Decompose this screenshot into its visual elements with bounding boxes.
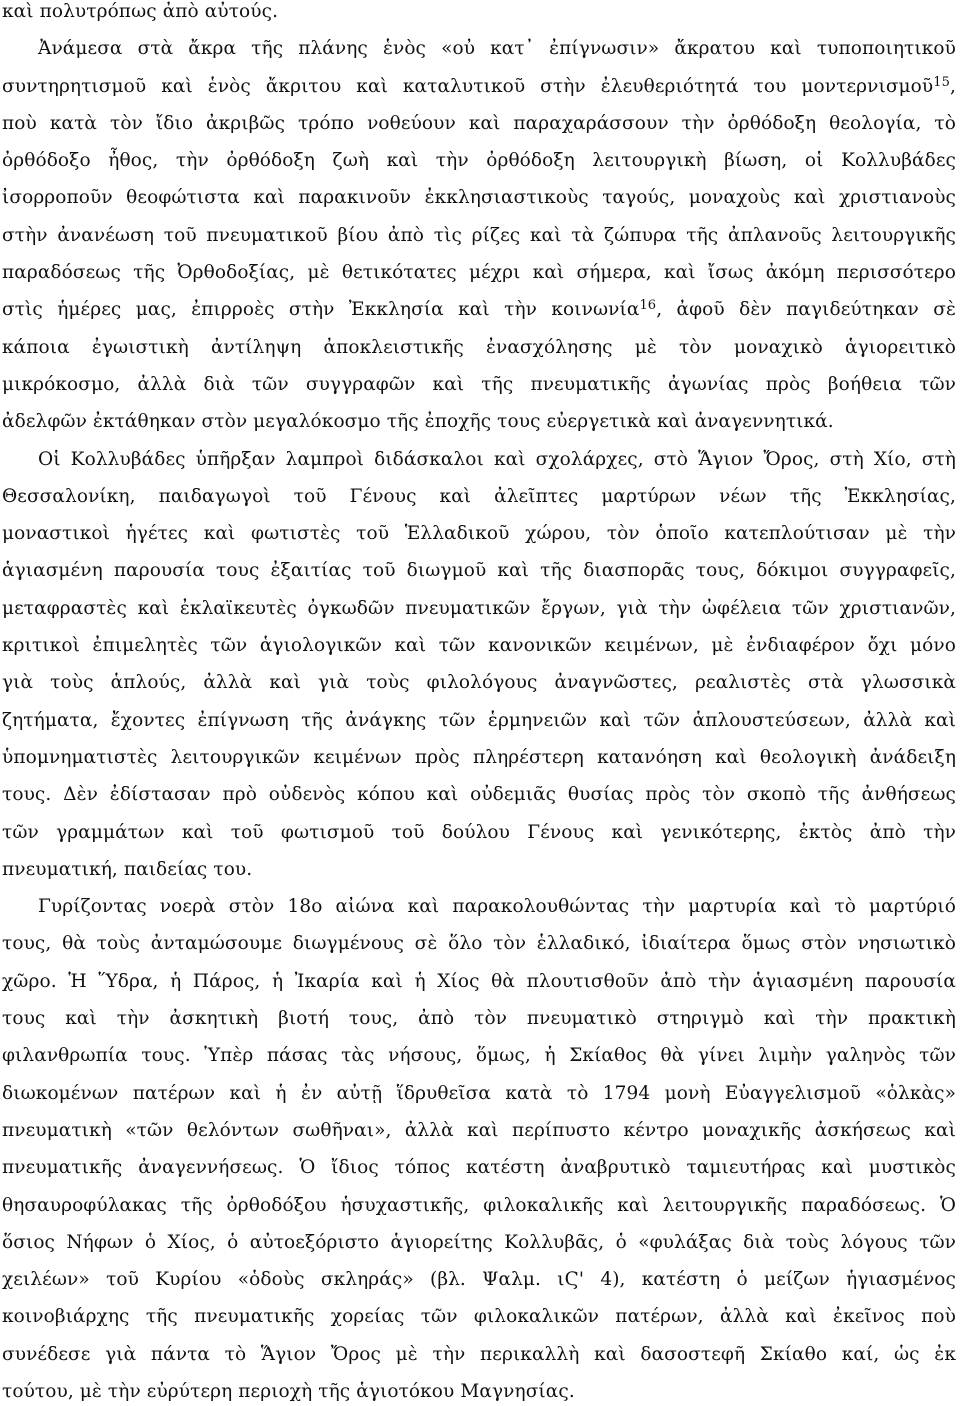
- text-line: τούτου, μὲ τὴν εὐρύτερη περιοχὴ τῆς ἁγιοτόκου Μαγνησίας.: [2, 1381, 575, 1402]
- text-line: συντηρητισμοῦ καὶ ἑνὸς ἄκριτου καὶ καταλυτικοῦ στὴν ἐλευθεριότητά του μοντερνισμοῦ$^{15}$,: [2, 75, 956, 97]
- text-line: πνευματικῆς ἀναγεννήσεως. Ὁ ἴδιος τόπος κατέστη ἀναβρυτικὸ ταμιευτήρας καὶ μυστικὸς: [2, 1157, 956, 1178]
- text-line: [2, 298, 956, 322]
- text-line: φιλανθρωπία τους. Ὑπὲρ πάσας τὰς νήσους, ὅμως, ἡ Σκίαθος θὰ γίνει λιμὴν γαληνὸς τῶν: [2, 1045, 956, 1066]
- text-line: Γυρίζοντας νοερὰ στὸν 18ο αἰώνα καὶ παρακολουθώντας τὴν μαρτυρία καὶ τὸ μαρτύριό: [38, 896, 956, 917]
- text-line: διωκομένων πατέρων καὶ ἡ ἐν αὐτῇ ἵδρυθεῖσα κατὰ τὸ 1794 μονὴ Εὐαγγελισμοῦ «ὁλκὰς»: [2, 1083, 956, 1104]
- text-line: ὀρθόδοξο ἦθος, τὴν ὀρθόδοξη ζωὴ καὶ τὴν ὀρθόδοξη λειτουργικὴ βίωση, οἱ Κολλυβάδες: [2, 150, 956, 171]
- footnote-ref: 15: [933, 75, 951, 90]
- text-line: ἀδελφῶν ἐκτάθηκαν στὸν μεγαλόκοσμο τῆς ἐποχῆς τους εὐεργετικὰ καὶ ἀναγεννητικά.: [2, 411, 834, 432]
- text-line: ζητήματα, ἔχοντες ἐπίγνωση τῆς ἀνάγκης τῶν ἑρμηνειῶν καὶ τῶν ἁπλουστεύσεων, ἀλλὰ καὶ: [2, 710, 956, 731]
- text-line: παραδόσεως τῆς Ὀρθοδοξίας, μὲ θετικότατες μέχρι καὶ σήμερα, καὶ ἴσως ἀκόμη περισσότερο: [2, 262, 956, 283]
- text-line: πνευματική, παιδείας του.: [2, 859, 253, 880]
- text-line: Οἱ Κολλυβάδες ὑπῆρξαν λαμπροὶ διδάσκαλοι καὶ σχολάρχες, στὸ Ἅγιον Ὄρος, στὴ Χίο, στὴ: [38, 449, 956, 470]
- text-line: τους, θὰ τοὺς ἀνταμώσουμε διωγμένους σὲ ὅλο τὸν ἑλλαδικό, ἰδιαίτερα ὅμως στὸν νησιωτικὸ: [2, 933, 956, 954]
- text-span: στὶς ἡμέρες μας, ἐπιρροὲς στὴν Ἐκκλησία καὶ τὴν κοινωνία: [2, 299, 640, 320]
- text-line: ὑπομνηματιστὲς λειτουργικῶν κειμένων πρὸς πληρέστερη κατανόηση καὶ θεολογικὴ ἀνάδειξη: [2, 747, 956, 768]
- text-line: κριτικοὶ ἐπιμελητὲς τῶν ἁγιολογικῶν καὶ τῶν κανονικῶν κειμένων, μὲ ἐνδιαφέρον ὄχι μόνο: [2, 635, 956, 656]
- text-line: χειλέων» τοῦ Κυρίου «ὁδοὺς σκληράς» (βλ. Ψαλμ. ιϚ' 4), κατέστη ὁ μείζων ἡγιασμένος: [2, 1269, 956, 1290]
- text-line: καὶ πολυτρόπως ἀπὸ αὐτούς.: [2, 1, 279, 22]
- text-line: ἁγιασμένη παρουσία τους ἐξαιτίας τοῦ διωγμοῦ καὶ τῆς διασπορᾶς τους, δόκιμοι συγγραφεῖς,: [2, 560, 956, 581]
- text-line: συνέδεσε γιὰ πάντα τὸ Ἅγιον Ὄρος μὲ τὴν περικαλλὴ καὶ δασοστεφῆ Σκίαθο καί, ὡς ἐκ: [2, 1344, 956, 1365]
- text-line: στὴν ἀνανέωση τοῦ πνευματικοῦ βίου ἀπὸ τὶς ρίζες καὶ τὰ ζώπυρα τῆς ἀπλανοῦς λειτουργικῆς: [2, 225, 956, 246]
- text-line: τῶν γραμμάτων καὶ τοῦ φωτισμοῦ τοῦ δούλου Γένους καὶ γενικότερης, ἐκτὸς ἀπὸ τὴν: [2, 822, 956, 843]
- text-span: συντηρητισμοῦ καὶ ἑνὸς ἄκριτου καὶ καταλυτικοῦ στὴν ἐλευθεριότητά του μοντερνισμοῦ: [2, 76, 934, 97]
- text-line: μικρόκοσμο, ἀλλὰ διὰ τῶν συγγραφῶν καὶ τῆς πνευματικῆς ἀγωνίας πρὸς βοήθεια τῶν: [2, 374, 956, 395]
- text-line: τους καὶ τὴν ἀσκητικὴ βιοτή τους, ἀπὸ τὸν πνευματικὸ στηριγμὸ καὶ τὴν πρακτικὴ: [2, 1008, 956, 1029]
- text-line: μοναστικοὶ ἡγέτες καὶ φωτιστὲς τοῦ Ἑλλαδικοῦ χώρου, τὸν ὁποῖο κατεπλούτισαν μὲ τὴν: [2, 523, 956, 544]
- text-line: ἰσορροποῦν θεοφώτιστα καὶ παρακινοῦν ἐκκλησιαστικοὺς ταγούς, μοναχοὺς καὶ χριστιανοὺς: [2, 187, 956, 208]
- text-span: , ἀφοῦ δὲν παγιδεύτηκαν σὲ: [656, 299, 956, 320]
- text-line: ὅσιος Νήφων ὁ Χίος, ὁ αὐτοεξόριστο ἁγιορείτης Κολλυβᾶς, ὁ «φυλάξας διὰ τοὺς λόγους τῶν: [2, 1232, 956, 1253]
- text-line: γιὰ τοὺς ἁπλούς, ἀλλὰ καὶ γιὰ τοὺς φιλολόγους ἀναγνῶστες, ρεαλιστὲς στὰ γλωσσικὰ: [2, 672, 956, 693]
- text-line: μεταφραστὲς καὶ ἐκλαϊκευτὲς ὀγκωδῶν πνευματικῶν ἔργων, γιὰ τὴν ὠφέλεια τῶν χριστιανῶν,: [2, 598, 956, 619]
- text-line: θησαυροφύλακας τῆς ὀρθοδόξου ἡσυχαστικῆς, φιλοκαλικῆς καὶ λειτουργικῆς παραδόσεως. Ὁ: [2, 1195, 956, 1216]
- text-line: κάποια ἐγωιστικὴ ἀντίληψη ἀποκλειστικῆς ἐνασχόλησης μὲ τὸν μοναχικὸ ἁγιορειτικὸ: [2, 337, 956, 358]
- text-line: Θεσσαλονίκη, παιδαγωγοὶ τοῦ Γένους καὶ ἀλεῖπτες μαρτύρων νέων τῆς Ἐκκλησίας,: [2, 486, 956, 507]
- text-line: χῶρο. Ἡ Ὕδρα, ἡ Πάρος, ἡ Ἰκαρία καὶ ἡ Χίος θὰ πλουτισθοῦν ἀπὸ τὴν ἁγιασμένη παρουσία: [2, 971, 956, 992]
- text-line: πνευματικὴ «τῶν θελόντων σωθῆναι», ἀλλὰ καὶ περίπυστο κέντρο μοναχικῆς ἀσκήσεως καὶ: [2, 1120, 956, 1141]
- text-line: ποὺ κατὰ τὸν ἴδιο ἀκριβῶς τρόπο νοθεύουν καὶ παραχαράσσουν τὴν ὀρθόδοξη θεολογία, τὸ: [2, 113, 956, 134]
- footnote-ref: 16: [639, 298, 657, 313]
- text-line: τους. Δὲν ἐδίστασαν πρὸ οὐδενὸς κόπου καὶ οὐδεμιᾶς θυσίας πρὸς τὸν σκοπὸ τῆς ἀνθήσεως: [2, 784, 956, 805]
- text-line: κοινοβιάρχης τῆς πνευματικῆς χορείας τῶν φιλοκαλικῶν πατέρων, ἀλλὰ καὶ ἐκεῖνος ποὺ: [2, 1306, 956, 1327]
- text-line: Ἀνάμεσα στὰ ἄκρα τῆς πλάνης ἑνὸς «οὐ κατ᾽ ἐπίγνωσιν» ἄκρατου καὶ τυποποιητικοῦ: [38, 38, 956, 59]
